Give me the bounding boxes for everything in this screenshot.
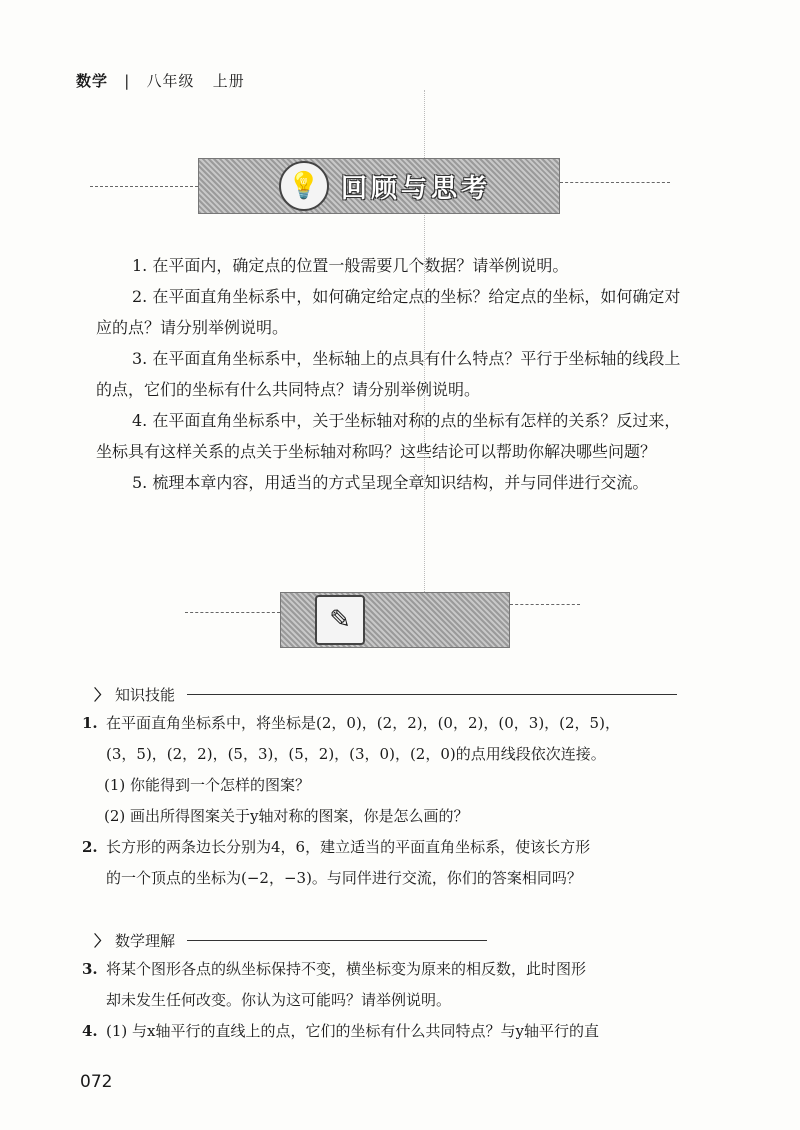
section-rule — [187, 694, 677, 695]
exercise-text: (1) 与x轴平行的直线上的点，它们的坐标有什么共同特点？与y轴平行的直 — [106, 1022, 599, 1040]
header-subject: 数学 — [76, 72, 109, 90]
exercise-3 — [82, 954, 722, 1016]
header-volume: 上册 — [212, 72, 245, 90]
review-item: 3. 在平面直角坐标系中，坐标轴上的点具有什么特点？平行于坐标轴的线段上的点，它们的坐标有什么共同特点？请分别举例说明。 — [96, 349, 681, 399]
exercise-4 — [82, 1016, 722, 1047]
exercise-text: 却未发生任何改变。你认为这可能吗？请举例说明。 — [106, 991, 452, 1009]
exercise-text: (3，5)，(2，2)，(5，3)，(5，2)，(3，0)，(2，0)的点用线段依次连接。 — [106, 745, 606, 763]
exercise-subquestion: (2) 画出所得图案关于y轴对称的图案，你是怎么画的？ — [104, 807, 469, 825]
banner-rule-left — [185, 612, 280, 613]
section-understanding — [94, 930, 487, 951]
exercise-number: 3. — [82, 960, 98, 978]
exercise-text: 在平面直角坐标系中，将坐标是(2，0)，(2，2)，(0，2)，(0，3)，(2，5)， — [106, 714, 620, 732]
review-banner — [198, 158, 560, 214]
exercise-number: 1. — [82, 714, 98, 732]
header-grade: 八年级 — [146, 72, 195, 90]
banner-rule-left — [90, 186, 198, 187]
chevron-right-icon: 〉 — [94, 686, 110, 704]
review-banner-title: 回顾与思考 — [341, 173, 492, 204]
banner-rule-right — [510, 604, 580, 605]
review-item: 1. 在平面内，确定点的位置一般需要几个数据？请举例说明。 — [132, 256, 569, 275]
review-exercise-banner — [280, 592, 510, 648]
review-item: 5. 梳理本章内容，用适当的方式呈现全章知识结构，并与同伴进行交流。 — [132, 473, 649, 492]
section-skills-title: 知识技能 — [115, 686, 176, 704]
exercise-number: 2. — [82, 838, 98, 856]
review-item: 2. 在平面直角坐标系中，如何确定给定点的坐标？给定点的坐标，如何确定对应的点？请分别举例说明。 — [96, 287, 681, 337]
review-list — [96, 250, 696, 498]
exercise-text: 的一个顶点的坐标为(−2，−3)。与同伴进行交流，你们的答案相同吗？ — [106, 869, 582, 887]
section-understanding-title: 数学理解 — [115, 932, 176, 950]
banner-rule-right — [560, 182, 670, 183]
section-skills — [94, 684, 677, 705]
exercise-subquestion: (1) 你能得到一个怎样的图案？ — [104, 776, 311, 794]
header-separator: | — [124, 72, 131, 90]
review-item: 4. 在平面直角坐标系中，关于坐标轴对称的点的坐标有怎样的关系？反过来，坐标具有这样关系的点关于坐标轴对称吗？这些结论可以帮助你解决哪些问题？ — [96, 411, 681, 461]
notepad-icon: ✎ — [315, 595, 365, 645]
exercise-2 — [82, 832, 722, 894]
exercise-text: 将某个图形各点的纵坐标保持不变，横坐标变为原来的相反数，此时图形 — [106, 960, 587, 978]
page-header — [76, 70, 245, 91]
exercise-number: 4. — [82, 1022, 98, 1040]
exercise-text: 长方形的两条边长分别为4，6，建立适当的平面直角坐标系，使该长方形 — [106, 838, 591, 856]
section-rule — [187, 940, 487, 941]
page-number: 072 — [80, 1072, 113, 1092]
chevron-right-icon: 〉 — [94, 932, 110, 950]
lightbulb-icon: 💡 — [279, 161, 329, 211]
exercise-1 — [82, 708, 722, 832]
